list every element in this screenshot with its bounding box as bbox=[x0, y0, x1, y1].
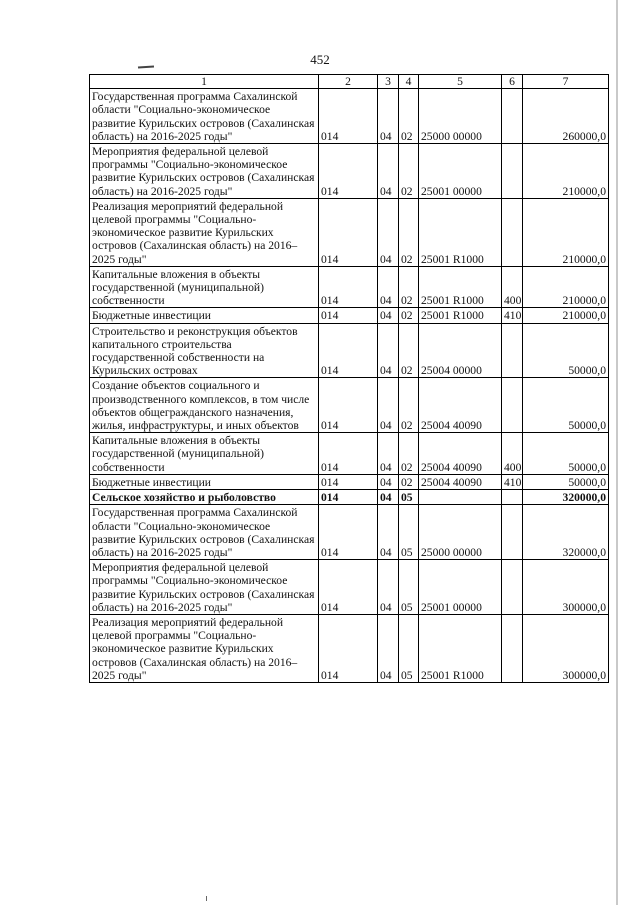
row-target-article: 25004 40090 bbox=[419, 378, 502, 433]
row-target-article: 25004 00000 bbox=[419, 323, 502, 378]
row-subsection: 02 bbox=[399, 433, 419, 475]
row-ministry-code: 014 bbox=[319, 474, 378, 489]
table-row bbox=[90, 308, 609, 323]
row-subsection: 05 bbox=[399, 614, 419, 682]
row-name: Сельское хозяйство и рыболовство bbox=[90, 490, 319, 505]
row-amount: 210000,0 bbox=[523, 266, 609, 308]
header-col-5: 5 bbox=[419, 75, 502, 89]
row-ministry-code: 014 bbox=[319, 266, 378, 308]
row-ministry-code: 014 bbox=[319, 308, 378, 323]
row-target-article: 25004 40090 bbox=[419, 433, 502, 475]
row-subsection: 02 bbox=[399, 323, 419, 378]
scan-mark bbox=[206, 896, 207, 901]
row-section: 04 bbox=[378, 433, 399, 475]
row-section: 04 bbox=[378, 378, 399, 433]
row-subsection: 05 bbox=[399, 505, 419, 560]
table-row bbox=[90, 474, 609, 489]
row-amount: 300000,0 bbox=[523, 560, 609, 615]
row-section: 04 bbox=[378, 505, 399, 560]
table-row bbox=[90, 378, 609, 433]
row-subsection: 02 bbox=[399, 144, 419, 199]
row-target-article: 25001 R1000 bbox=[419, 308, 502, 323]
table-row bbox=[90, 614, 609, 682]
row-section: 04 bbox=[378, 614, 399, 682]
row-expense-type bbox=[502, 505, 523, 560]
header-col-6: 6 bbox=[502, 75, 523, 89]
scan-mark bbox=[138, 65, 154, 68]
row-expense-type: 410 bbox=[502, 308, 523, 323]
row-subsection: 05 bbox=[399, 490, 419, 505]
row-name: Создание объектов социального и производственного комплексов, в том числе объектов общегражданского назначения, жилья, инфраструктуры, и иных объектов bbox=[90, 378, 319, 433]
row-name: Капитальные вложения в объекты государственной (муниципальной) собственности bbox=[90, 266, 319, 308]
table-row bbox=[90, 505, 609, 560]
row-ministry-code: 014 bbox=[319, 490, 378, 505]
row-name: Строительство и реконструкция объектов капитального строительства государственной собственности на Курильских островах bbox=[90, 323, 319, 378]
table-row bbox=[90, 433, 609, 475]
header-col-7: 7 bbox=[523, 75, 609, 89]
row-subsection: 02 bbox=[399, 378, 419, 433]
table-header-row bbox=[90, 75, 609, 89]
row-expense-type bbox=[502, 144, 523, 199]
scan-edge-shadow bbox=[616, 0, 618, 905]
row-ministry-code: 014 bbox=[319, 560, 378, 615]
table-row bbox=[90, 144, 609, 199]
row-target-article: 25001 R1000 bbox=[419, 266, 502, 308]
row-ministry-code: 014 bbox=[319, 144, 378, 199]
row-target-article: 25000 00000 bbox=[419, 505, 502, 560]
row-target-article: 25001 R1000 bbox=[419, 198, 502, 266]
table-row bbox=[90, 89, 609, 144]
row-ministry-code: 014 bbox=[319, 198, 378, 266]
row-amount: 260000,0 bbox=[523, 89, 609, 144]
row-name: Мероприятия федеральной целевой программы "Социально-экономическое развитие Курильских островов (Сахалинская область) на 2016-2025 годы" bbox=[90, 560, 319, 615]
row-expense-type bbox=[502, 614, 523, 682]
row-section: 04 bbox=[378, 490, 399, 505]
row-amount: 210000,0 bbox=[523, 198, 609, 266]
row-subsection: 02 bbox=[399, 266, 419, 308]
header-col-2: 2 bbox=[319, 75, 378, 89]
row-amount: 300000,0 bbox=[523, 614, 609, 682]
row-section: 04 bbox=[378, 144, 399, 199]
row-ministry-code: 014 bbox=[319, 89, 378, 144]
row-section: 04 bbox=[378, 560, 399, 615]
row-section: 04 bbox=[378, 198, 399, 266]
row-amount: 50000,0 bbox=[523, 474, 609, 489]
header-col-4: 4 bbox=[399, 75, 419, 89]
row-subsection: 05 bbox=[399, 560, 419, 615]
header-col-3: 3 bbox=[378, 75, 399, 89]
row-target-article: 25001 00000 bbox=[419, 560, 502, 615]
row-name: Капитальные вложения в объекты государственной (муниципальной) собственности bbox=[90, 433, 319, 475]
row-section: 04 bbox=[378, 323, 399, 378]
row-name: Бюджетные инвестиции bbox=[90, 308, 319, 323]
table-row bbox=[90, 560, 609, 615]
row-ministry-code: 014 bbox=[319, 323, 378, 378]
row-amount: 210000,0 bbox=[523, 144, 609, 199]
row-expense-type bbox=[502, 560, 523, 615]
row-amount: 210000,0 bbox=[523, 308, 609, 323]
row-name: Реализация мероприятий федеральной целевой программы "Социально-экономическое развитие Курильских островов (Сахалинская область) на 2016–2025 годы" bbox=[90, 198, 319, 266]
row-amount: 320000,0 bbox=[523, 490, 609, 505]
table-row bbox=[90, 266, 609, 308]
table-row bbox=[90, 198, 609, 266]
row-expense-type: 400 bbox=[502, 433, 523, 475]
row-section: 04 bbox=[378, 308, 399, 323]
row-ministry-code: 014 bbox=[319, 433, 378, 475]
row-name: Государственная программа Сахалинской области "Социально-экономическое развитие Курильских островов (Сахалинская область) на 2016-2025 годы" bbox=[90, 505, 319, 560]
header-col-1: 1 bbox=[90, 75, 319, 89]
row-amount: 50000,0 bbox=[523, 323, 609, 378]
row-target-article: 25001 00000 bbox=[419, 144, 502, 199]
row-subsection: 02 bbox=[399, 89, 419, 144]
row-expense-type bbox=[502, 490, 523, 505]
row-ministry-code: 014 bbox=[319, 378, 378, 433]
row-expense-type bbox=[502, 378, 523, 433]
row-expense-type: 410 bbox=[502, 474, 523, 489]
row-expense-type: 400 bbox=[502, 266, 523, 308]
row-ministry-code: 014 bbox=[319, 614, 378, 682]
table-body bbox=[90, 89, 609, 683]
row-section: 04 bbox=[378, 474, 399, 489]
row-subsection: 02 bbox=[399, 198, 419, 266]
row-ministry-code: 014 bbox=[319, 505, 378, 560]
row-name: Бюджетные инвестиции bbox=[90, 474, 319, 489]
row-section: 04 bbox=[378, 266, 399, 308]
row-target-article: 25001 R1000 bbox=[419, 614, 502, 682]
page-number: 452 bbox=[310, 52, 330, 67]
row-subsection: 02 bbox=[399, 308, 419, 323]
row-name: Реализация мероприятий федеральной целевой программы "Социально-экономическое развитие Курильских островов (Сахалинская область) на 2016–2025 годы" bbox=[90, 614, 319, 682]
row-name: Государственная программа Сахалинской области "Социально-экономическое развитие Курильских островов (Сахалинская область) на 2016-2025 годы" bbox=[90, 89, 319, 144]
row-expense-type bbox=[502, 89, 523, 144]
row-amount: 320000,0 bbox=[523, 505, 609, 560]
table-row bbox=[90, 490, 609, 505]
row-name: Мероприятия федеральной целевой программы "Социально-экономическое развитие Курильских островов (Сахалинская область) на 2016-2025 годы" bbox=[90, 144, 319, 199]
row-amount: 50000,0 bbox=[523, 378, 609, 433]
row-target-article: 25000 00000 bbox=[419, 89, 502, 144]
row-amount: 50000,0 bbox=[523, 433, 609, 475]
row-target-article bbox=[419, 490, 502, 505]
row-section: 04 bbox=[378, 89, 399, 144]
row-subsection: 02 bbox=[399, 474, 419, 489]
table-row bbox=[90, 323, 609, 378]
budget-table bbox=[89, 74, 609, 683]
row-target-article: 25004 40090 bbox=[419, 474, 502, 489]
row-expense-type bbox=[502, 323, 523, 378]
row-expense-type bbox=[502, 198, 523, 266]
